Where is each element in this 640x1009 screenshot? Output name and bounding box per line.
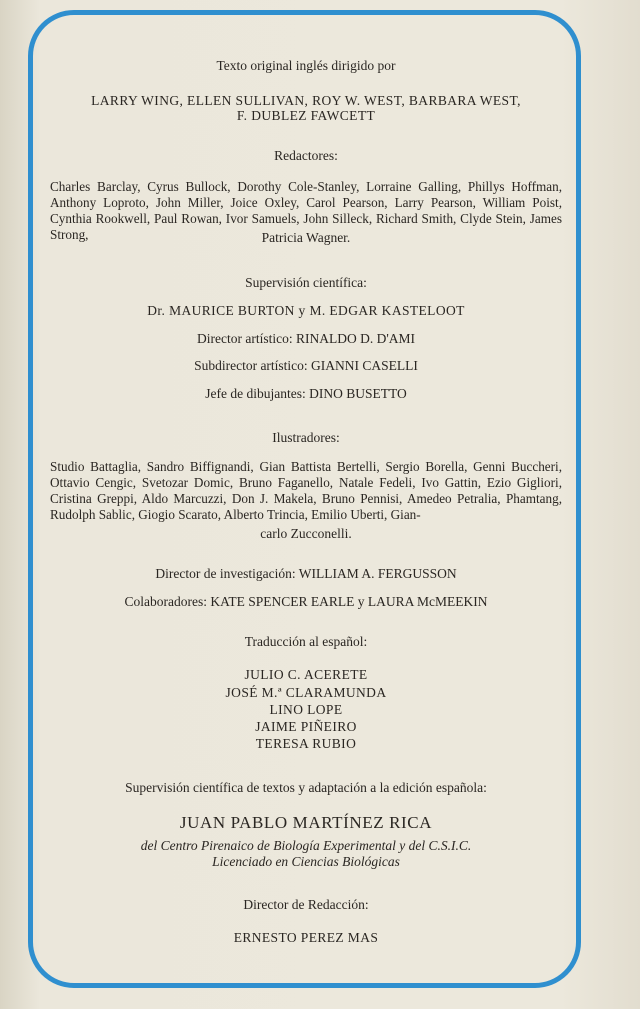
adaptation-heading: Supervisión científica de textos y adaptación a la edición española:: [125, 780, 487, 795]
adapter-name: JUAN PABLO MARTÍNEZ RICA: [179, 813, 433, 832]
scientific-heading: Supervisión científica:: [245, 275, 367, 290]
editors-heading: Redactores:: [274, 148, 338, 163]
scientific-names: Dr. MAURICE BURTON y M. EDGAR KASTELOOT: [147, 303, 465, 318]
editorial-director-heading: Director de Redacción:: [243, 897, 369, 912]
original-text-heading: Texto original inglés dirigido por: [216, 58, 396, 73]
directors-line-2: F. DUBLEZ FAWCETT: [236, 108, 376, 123]
research-director: Director de investigación: WILLIAM A. FERGUSSON: [155, 566, 457, 581]
chief-draftsman: Jefe de dibujantes: DINO BUSETTO: [205, 386, 407, 401]
illustrators-list: Studio Battaglia, Sandro Biffignandi, Gian Battista Bertelli, Sergio Borella, Genni Buccheri, Ottavio Cengic, Svetozar Domic, Bruno Faganello, Natale Fedeli, Ivo Gattin, Ezio Gigliori, Cristina Greppi, Aldo Marcuzzi, Don J. Makela, Bruno Pennisi, Amedeo Petralia, Phamtang, Rudolph Sablic, Giogio Scarato, Alberto Trincia, Emilio Uberti, Gian-: [50, 459, 562, 522]
art-subdirector: Subdirector artístico: GIANNI CASELLI: [194, 358, 418, 373]
translator-2: JOSÉ M.ª CLARAMUNDA: [225, 685, 387, 700]
editors-list: Charles Barclay, Cyrus Bullock, Dorothy Cole-Stanley, Lorraine Galling, Phillys Hoffman, Anthony Loproto, John Miller, Joice Oxley, Carol Pearson, Larry Pearson, William Poist, Cynthia Rookwell, Paul Rowan, Ivor Samuels, John Silleck, Richard Smith, Clyde Stein, James Strong,: [50, 179, 562, 242]
editorial-director-name: ERNESTO PEREZ MAS: [233, 930, 379, 945]
illustrators-heading: Ilustradores:: [272, 430, 340, 445]
adapter-affiliation-2: Licenciado en Ciencias Biológicas: [212, 854, 400, 869]
illustrators-last: carlo Zucconelli.: [260, 526, 352, 541]
translator-1: JULIO C. ACERETE: [244, 667, 368, 682]
translator-5: TERESA RUBIO: [255, 736, 357, 751]
collaborators: Colaboradores: KATE SPENCER EARLE y LAURA McMEEKIN: [124, 594, 488, 609]
translator-3: LINO LOPE: [269, 702, 343, 717]
art-director: Director artístico: RINALDO D. D'AMI: [196, 331, 415, 346]
adapter-affiliation-1: del Centro Pirenaico de Biología Experimental y del C.S.I.C.: [140, 838, 472, 853]
translation-heading: Traducción al español:: [244, 634, 368, 649]
editors-last: Patricia Wagner.: [261, 230, 351, 245]
translator-4: JAIME PIÑEIRO: [255, 719, 357, 734]
directors-line-1: LARRY WING, ELLEN SULLIVAN, ROY W. WEST, BARBARA WEST,: [91, 93, 521, 108]
